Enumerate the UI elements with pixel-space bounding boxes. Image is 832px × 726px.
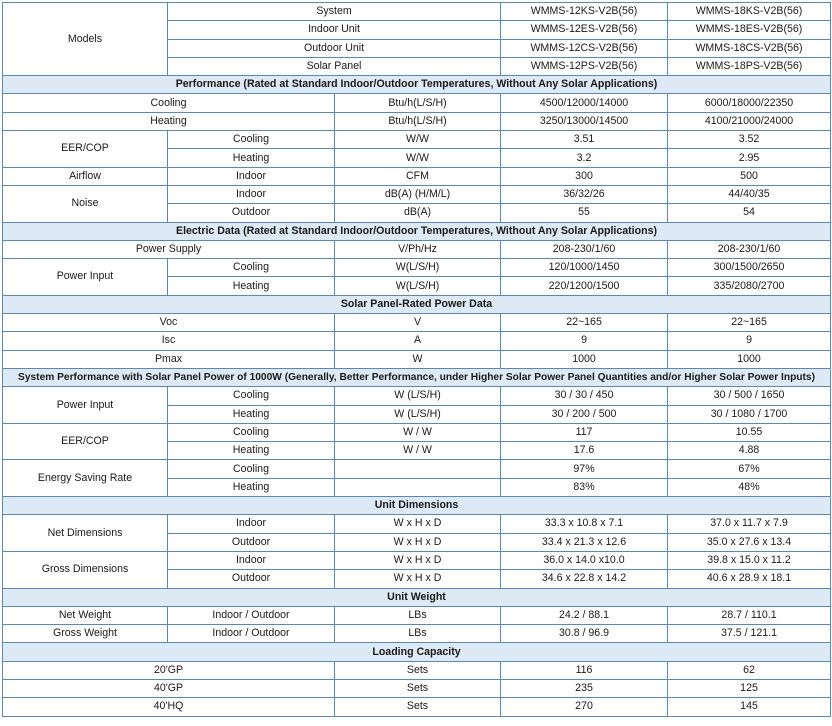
- value-a: 116: [501, 661, 668, 679]
- row-label: Gross Dimensions: [3, 551, 168, 588]
- value-b: 30 / 1080 / 1700: [668, 405, 831, 423]
- unit-cell: W (L/S/H): [335, 387, 501, 405]
- value-b: 67%: [668, 460, 831, 478]
- weight-title: Unit Weight: [3, 588, 831, 606]
- value-a: 33.4 x 21.3 x 12.6: [501, 533, 668, 551]
- sub-label: Heating: [168, 277, 335, 295]
- value-a: 235: [501, 679, 668, 697]
- sub-label: Heating: [168, 442, 335, 460]
- value-b: 125: [668, 679, 831, 697]
- row-label: Cooling: [3, 94, 335, 112]
- value-b: 1000: [668, 350, 831, 368]
- value-b: 10.55: [668, 423, 831, 441]
- sub-label: Outdoor: [168, 533, 335, 551]
- value-b: 3.52: [668, 131, 831, 149]
- unit-cell: Sets: [335, 698, 501, 716]
- loading-title: Loading Capacity: [3, 643, 831, 661]
- value-a: 300: [501, 167, 668, 185]
- value-a: 36.0 x 14.0 x10.0: [501, 551, 668, 569]
- table-row: [3, 515, 831, 533]
- row-label: Pmax: [3, 350, 335, 368]
- sub-label: Indoor / Outdoor: [168, 625, 335, 643]
- model-name: System: [168, 3, 501, 21]
- row-label: Power Input: [3, 387, 168, 424]
- value-b: 37.5 / 121.1: [668, 625, 831, 643]
- sub-label: Indoor / Outdoor: [168, 606, 335, 624]
- table-row: [3, 131, 831, 149]
- value-b: 54: [668, 204, 831, 222]
- unit-cell: [335, 478, 501, 496]
- section-header: [3, 643, 831, 661]
- value-b: 37.0 x 11.7 x 7.9: [668, 515, 831, 533]
- row-label: 40'GP: [3, 679, 335, 697]
- row-label: Energy Saving Rate: [3, 460, 168, 497]
- value-a: 33.3 x 10.8 x 7.1: [501, 515, 668, 533]
- section-header: [3, 368, 831, 386]
- table-row: [3, 332, 831, 350]
- value-a: 4500/12000/14000: [501, 94, 668, 112]
- sub-label: Cooling: [168, 259, 335, 277]
- value-a: 30 / 200 / 500: [501, 405, 668, 423]
- sub-label: Heating: [168, 405, 335, 423]
- table-row: [3, 698, 831, 716]
- unit-cell: Sets: [335, 679, 501, 697]
- table-row: [3, 350, 831, 368]
- sub-label: Cooling: [168, 423, 335, 441]
- model-a: WMMS-12ES-V2B(56): [501, 21, 668, 39]
- dimensions-title: Unit Dimensions: [3, 497, 831, 515]
- unit-cell: A: [335, 332, 501, 350]
- sub-label: Outdoor: [168, 204, 335, 222]
- unit-cell: W(L/S/H): [335, 277, 501, 295]
- value-a: 97%: [501, 460, 668, 478]
- sub-label: Indoor: [168, 167, 335, 185]
- row-label: Net Dimensions: [3, 515, 168, 552]
- table-row: [3, 606, 831, 624]
- value-b: 300/1500/2650: [668, 259, 831, 277]
- table-row: [3, 423, 831, 441]
- value-b: 30 / 500 / 1650: [668, 387, 831, 405]
- table-row: [3, 259, 831, 277]
- value-a: 3250/13000/14500: [501, 112, 668, 130]
- value-b: 28.7 / 110.1: [668, 606, 831, 624]
- unit-cell: V/Ph/Hz: [335, 240, 501, 258]
- value-a: 30 / 30 / 450: [501, 387, 668, 405]
- row-label: EER/COP: [3, 423, 168, 460]
- row-label: Net Weight: [3, 606, 168, 624]
- value-a: 83%: [501, 478, 668, 496]
- value-a: 36/32/26: [501, 185, 668, 203]
- row-label: Voc: [3, 314, 335, 332]
- models-label: Models: [3, 3, 168, 76]
- sub-label: Indoor: [168, 515, 335, 533]
- unit-cell: W x H x D: [335, 551, 501, 569]
- value-a: 3.2: [501, 149, 668, 167]
- sub-label: Cooling: [168, 387, 335, 405]
- model-b: WMMS-18PS-V2B(56): [668, 57, 831, 75]
- value-b: 6000/18000/22350: [668, 94, 831, 112]
- value-b: 22~165: [668, 314, 831, 332]
- row-label: Isc: [3, 332, 335, 350]
- value-a: 1000: [501, 350, 668, 368]
- unit-cell: dB(A) (H/M/L): [335, 185, 501, 203]
- row-label: Gross Weight: [3, 625, 168, 643]
- table-row: [3, 387, 831, 405]
- row-label: Airflow: [3, 167, 168, 185]
- table-row: [3, 185, 831, 203]
- unit-cell: [335, 460, 501, 478]
- value-a: 270: [501, 698, 668, 716]
- table-row: [3, 94, 831, 112]
- value-a: 30.8 / 96.9: [501, 625, 668, 643]
- electric-title: Electric Data (Rated at Standard Indoor/Outdoor Temperatures, Without Any Solar Applications): [3, 222, 831, 240]
- value-a: 3.51: [501, 131, 668, 149]
- unit-cell: W: [335, 350, 501, 368]
- unit-cell: W/W: [335, 131, 501, 149]
- section-header: [3, 588, 831, 606]
- performance-title: Performance (Rated at Standard Indoor/Outdoor Temperatures, Without Any Solar Applications): [3, 76, 831, 94]
- unit-cell: W x H x D: [335, 515, 501, 533]
- value-b: 4100/21000/24000: [668, 112, 831, 130]
- table-row: [3, 679, 831, 697]
- unit-cell: W/W: [335, 149, 501, 167]
- unit-cell: W x H x D: [335, 533, 501, 551]
- table-row: [3, 551, 831, 569]
- spec-table: [2, 2, 831, 717]
- sub-label: Cooling: [168, 131, 335, 149]
- table-row: [3, 240, 831, 258]
- value-b: 35.0 x 27.6 x 13.4: [668, 533, 831, 551]
- model-name: Outdoor Unit: [168, 39, 501, 57]
- row-label: EER/COP: [3, 131, 168, 168]
- value-a: 220/1200/1500: [501, 277, 668, 295]
- row-label: Heating: [3, 112, 335, 130]
- model-a: WMMS-12KS-V2B(56): [501, 3, 668, 21]
- section-header: [3, 76, 831, 94]
- sub-label: Heating: [168, 478, 335, 496]
- unit-cell: dB(A): [335, 204, 501, 222]
- unit-cell: Btu/h(L/S/H): [335, 112, 501, 130]
- unit-cell: LBs: [335, 606, 501, 624]
- unit-cell: W / W: [335, 442, 501, 460]
- value-a: 17.6: [501, 442, 668, 460]
- table-row: [3, 625, 831, 643]
- value-b: 4.88: [668, 442, 831, 460]
- table-row: [3, 460, 831, 478]
- unit-cell: W(L/S/H): [335, 259, 501, 277]
- sub-label: Indoor: [168, 185, 335, 203]
- table-row: [3, 661, 831, 679]
- model-a: WMMS-12PS-V2B(56): [501, 57, 668, 75]
- row-label: Power Input: [3, 259, 168, 296]
- row-label: Power Supply: [3, 240, 335, 258]
- value-b: 145: [668, 698, 831, 716]
- table-row: [3, 167, 831, 185]
- unit-cell: Btu/h(L/S/H): [335, 94, 501, 112]
- table-row: [3, 112, 831, 130]
- table-row: [3, 314, 831, 332]
- value-b: 44/40/35: [668, 185, 831, 203]
- unit-cell: LBs: [335, 625, 501, 643]
- value-a: 34.6 x 22.8 x 14.2: [501, 570, 668, 588]
- model-name: Indoor Unit: [168, 21, 501, 39]
- value-a: 117: [501, 423, 668, 441]
- unit-cell: W x H x D: [335, 570, 501, 588]
- section-header: [3, 295, 831, 313]
- value-b: 40.6 x 28.9 x 18.1: [668, 570, 831, 588]
- model-a: WMMS-12CS-V2B(56): [501, 39, 668, 57]
- system-title: System Performance with Solar Panel Power of 1000W (Generally, Better Performance, under Higher Solar Power Panel Quantities and/or Higher Solar Power Inputs): [3, 368, 831, 386]
- unit-cell: CFM: [335, 167, 501, 185]
- section-header: [3, 222, 831, 240]
- value-a: 55: [501, 204, 668, 222]
- unit-cell: Sets: [335, 661, 501, 679]
- unit-cell: W / W: [335, 423, 501, 441]
- sub-label: Indoor: [168, 551, 335, 569]
- value-a: 120/1000/1450: [501, 259, 668, 277]
- unit-cell: V: [335, 314, 501, 332]
- model-name: Solar Panel: [168, 57, 501, 75]
- value-b: 48%: [668, 478, 831, 496]
- sub-label: Heating: [168, 149, 335, 167]
- value-b: 208-230/1/60: [668, 240, 831, 258]
- solar-title: Solar Panel-Rated Power Data: [3, 295, 831, 313]
- value-b: 9: [668, 332, 831, 350]
- value-a: 9: [501, 332, 668, 350]
- row-label: 20'GP: [3, 661, 335, 679]
- value-b: 500: [668, 167, 831, 185]
- value-b: 39.8 x 15.0 x 11.2: [668, 551, 831, 569]
- model-b: WMMS-18ES-V2B(56): [668, 21, 831, 39]
- value-b: 2.95: [668, 149, 831, 167]
- table-row: [3, 3, 831, 21]
- value-a: 22~165: [501, 314, 668, 332]
- value-b: 62: [668, 661, 831, 679]
- value-a: 208-230/1/60: [501, 240, 668, 258]
- value-b: 335/2080/2700: [668, 277, 831, 295]
- model-b: WMMS-18CS-V2B(56): [668, 39, 831, 57]
- sub-label: Cooling: [168, 460, 335, 478]
- sub-label: Outdoor: [168, 570, 335, 588]
- unit-cell: W (L/S/H): [335, 405, 501, 423]
- section-header: [3, 497, 831, 515]
- row-label: 40'HQ: [3, 698, 335, 716]
- row-label: Noise: [3, 185, 168, 222]
- value-a: 24.2 / 88.1: [501, 606, 668, 624]
- model-b: WMMS-18KS-V2B(56): [668, 3, 831, 21]
